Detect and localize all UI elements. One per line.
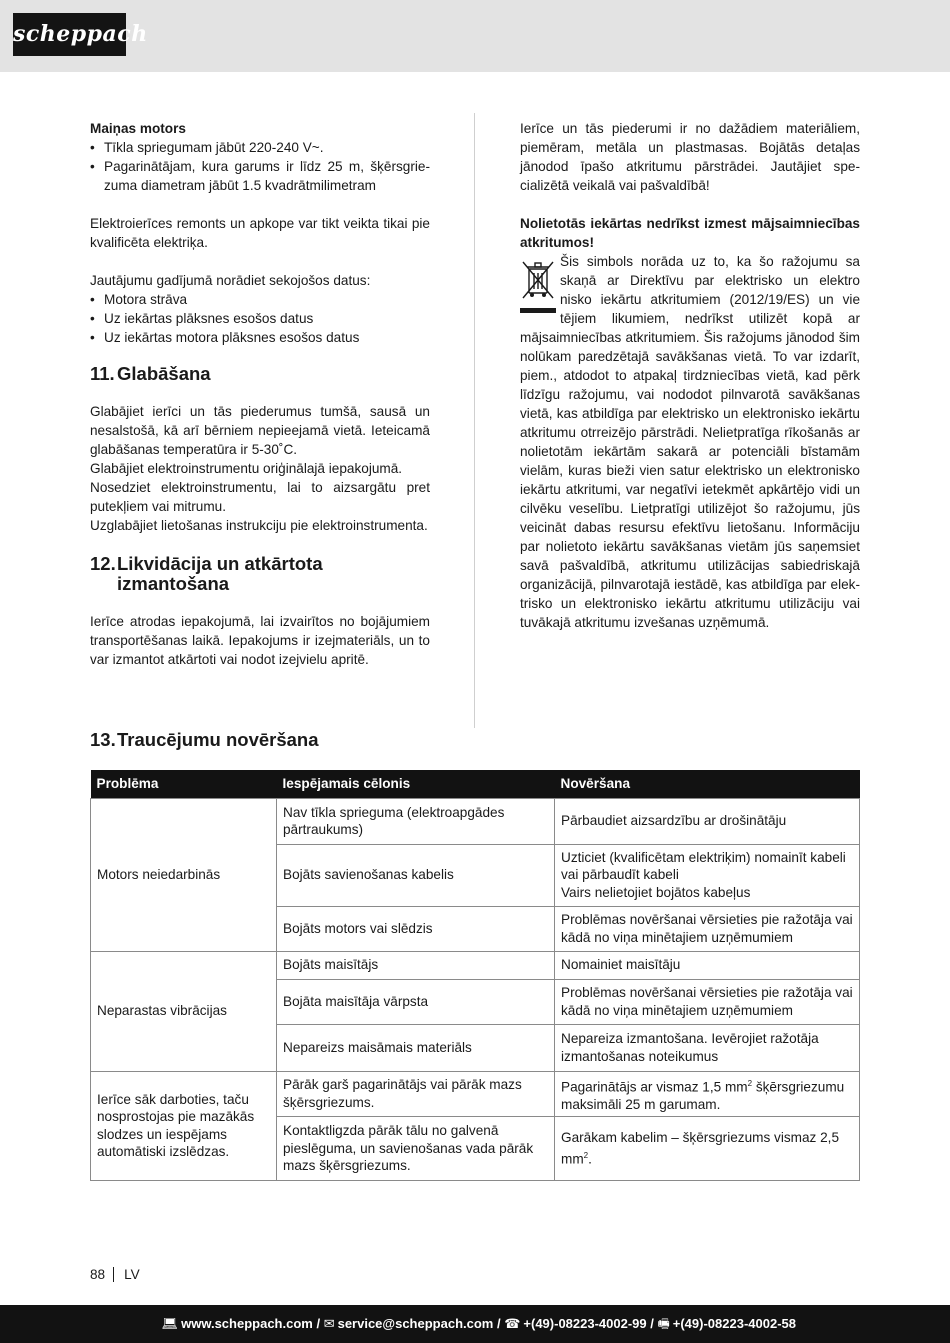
fax-number: +(49)-08223-4002-58	[672, 1316, 796, 1331]
list-item: • Uz iekārtas motora plāksnes esošos datus	[90, 328, 430, 347]
section-12-heading	[90, 554, 430, 594]
fix-text-tail: šķērsgriezumu maksimāli 25 m garumam.	[561, 1079, 845, 1112]
page-number: 88	[90, 1267, 106, 1282]
weee-line: skaņā ar Direktīvu par elektrisko un elektro	[560, 273, 860, 288]
column-divider	[474, 113, 475, 728]
list-item: • Uz iekārtas plāksnes esošos datus	[90, 309, 430, 328]
right-column	[520, 119, 860, 632]
computer-icon: 💻︎	[161, 1316, 179, 1331]
problem-cell: Motors neiedarbinās	[91, 798, 277, 951]
motor-heading: Maiņas motors	[90, 121, 186, 136]
phone-number: +(49)-08223-4002-99	[523, 1316, 647, 1331]
section-title: Likvidācija un atkārtota izmantošana	[117, 553, 323, 594]
page-footer	[90, 1265, 140, 1284]
fix-cell: Uzticiet (kvalificētam elektriķim) nomainīt kabeli vai pārbaudīt kabeli Vairs nelietojiet bojātos kabeļus	[555, 844, 860, 906]
cause-cell: Bojāta maisītāja vārpsta	[277, 979, 555, 1024]
separator: /	[312, 1316, 324, 1331]
fix-text-tail: .	[588, 1151, 592, 1167]
fax-icon: 🖷︎	[657, 1316, 670, 1331]
questions-intro: Jautājumu gadījumā norādiet sekojošos datus:	[90, 273, 371, 288]
cause-cell: Nav tīkla sprieguma (elektroapgādes pārtraukums)	[277, 798, 555, 844]
cause-cell: Bojāts savienošanas kabelis	[277, 844, 555, 906]
cause-cell: Bojāts motors vai slēdzis	[277, 906, 555, 951]
materials-paragraph: Ierīce un tās piederumi ir no dažādiem materiāliem, piemēram, metāla un plastmasas. Bojātās detaļas jānodod īpašo atkritumu pārstrādei. Jautājiet specializētā veikalā vai pašvaldībā!	[520, 121, 860, 193]
fix-cell	[555, 1071, 860, 1117]
storage-paragraph: Glabājiet ierīci un tās piederumus tumšā, sausā un nesalstošā, kā arī bērniem nepieejamā vietā. Ieteicamā glabāšanas temperatūra ir 5-30˚C.	[90, 404, 430, 457]
table-header-row	[91, 770, 860, 798]
separator: /	[493, 1316, 505, 1331]
motor-list	[90, 138, 430, 195]
problem-cell: Ierīce sāk darboties, taču nosprostojas pie mazākās slodzes un iespējams automātiski izslēdzas.	[91, 1071, 277, 1181]
fix-cell: Problēmas novēršanai vērsieties pie ražotāja vai kādā no viņa minētajiem uzņēmumiem	[555, 979, 860, 1024]
contact-bar	[0, 1305, 950, 1343]
list-item: • Pagarinātājam, kura garums ir līdz 25 m, šķērsgriezuma diametram jābūt 1.5 kvadrātmilimetram	[90, 157, 430, 195]
storage-text	[90, 402, 430, 535]
email-link[interactable]: service@scheppach.com	[337, 1316, 494, 1331]
separator: /	[646, 1316, 658, 1331]
column-header: Iespējamais cēlonis	[277, 770, 555, 798]
fix-cell: Problēmas novēršanai vērsieties pie ražotāja vai kādā no viņa minētajiem uzņēmumiem	[555, 906, 860, 951]
troubleshooting-table	[90, 770, 860, 1181]
table-row	[91, 1071, 860, 1117]
questions-list	[90, 290, 430, 347]
weee-block	[520, 252, 860, 632]
disposal-paragraph: Ierīce atrodas iepakojumā, lai izvairītos no bojājumiem transportēšanas laikā. Iepakojums ir izejmateriāls, un to var izmantot atkārtoti vai nodot izejvielu apritē.	[90, 614, 430, 667]
problem-cell: Neparastas vibrācijas	[91, 951, 277, 1071]
brand-logo: scheppach	[13, 13, 126, 56]
left-column	[90, 119, 430, 669]
footer-divider	[113, 1267, 114, 1282]
cause-cell: Bojāts maisītājs	[277, 951, 555, 979]
phone-icon: ☎︎	[504, 1316, 521, 1331]
fix-cell: Nomainiet maisītāju	[555, 951, 860, 979]
fix-cell: Nepareiza izmantošana. Ievērojiet ražotāja izmantošanas noteikumus	[555, 1024, 860, 1071]
fix-cell: Pārbaudiet aizsardzību ar drošinātāju	[555, 798, 860, 844]
cause-cell: Pārāk garš pagarinātājs vai pārāk mazs šķērsgriezums.	[277, 1071, 555, 1117]
section-title: Traucējumu novēršana	[117, 729, 319, 750]
section-13-heading	[90, 730, 319, 750]
fix-text: Pagarinātājs ar vismaz 1,5 mm	[561, 1079, 748, 1095]
weee-line: Šis simbols norāda uz to, ka šo ražojumu sa	[560, 254, 860, 269]
cause-cell: Kontaktligzda pārāk tālu no galvenā pieslēguma, un savienošanas vada pārāk mazs šķērsgriezums.	[277, 1117, 555, 1181]
column-header: Problēma	[91, 770, 277, 798]
storage-paragraph: Glabājiet elektroinstrumentu oriģinālajā iepakojumā.	[90, 461, 403, 476]
section-number: 11.	[90, 363, 115, 384]
language-code: LV	[124, 1267, 140, 1282]
section-number: 13.	[90, 729, 116, 750]
table-row	[91, 951, 860, 979]
storage-paragraph: Nosedziet elektroinstrumentu, lai to aizsargātu pret putekļiem vai mitrumu.	[90, 480, 430, 514]
storage-paragraph: Uzglabājiet lietošanas instrukciju pie elektroinstrumenta.	[90, 518, 428, 533]
superscript: 2	[583, 1150, 589, 1160]
column-header: Novēršana	[555, 770, 860, 798]
mail-icon: ✉︎	[323, 1316, 335, 1331]
cause-cell: Nepareizs maisāmais materiāls	[277, 1024, 555, 1071]
weee-line: tējiem likumiem, nedrīkst utilizēt kopā ar	[560, 311, 860, 326]
superscript: 2	[747, 1078, 753, 1088]
repairs-paragraph: Elektroierīces remonts un apkope var tikt veikta tikai pie kvalificēta elektriķa.	[90, 216, 430, 250]
section-number: 12.	[90, 553, 116, 574]
table-row	[91, 798, 860, 844]
weee-wrapped-text	[520, 252, 860, 328]
fix-text: Garākam kabelim – šķērsgriezums vismaz 2,5 mm	[561, 1130, 840, 1167]
header-bar	[0, 0, 950, 72]
list-item: • Motora strāva	[90, 290, 430, 309]
website-link[interactable]: www.scheppach.com	[181, 1316, 313, 1331]
list-item: • Tīkla spriegumam jābūt 220-240 V~.	[90, 138, 430, 157]
warning-heading: Nolietotās iekārtas nedrīkst izmest mājsaimniecības atkritumos!	[520, 216, 860, 250]
weee-paragraph: mājsaimniecības atkritumiem. Šis ražojums jānodod šim nolūkam paredzētajā savākšanas vietā. To var izdarīt, piem., atdodot to atpakaļ tirdzniecības vietā, kad pērk līdzīgu ražojumu, vai nododot pilnvarotā savākšanas vietā, kas atbildīga par elektrisko un elektronisko iekārtu atkritumu otrreizējo pārstrādi. Nelietpratīga rīkošanās ar nolietotām iekārtām sakarā ar potenciāli bīstamām vielām, kuras bieži vien satur elektrisko un elektronisko iekārtu atkritumi, var negatīvi ietekmēt apkārtējo vidi un cilvēku veselību. Lietpratīgi utilizējot šo ražojumu, jūs veicināt dabas resursu efektīvu lietošanu. Informāciju par nolietoto iekārtu savākšanas vietām jūs saņemsiet savā pašvaldībā, atkritumu utilizācijas sabiedriskajā organizācijā, pilnvarotajā iestādē, kas atbildīga par elektrisko un elektronisko iekārtu atkritumu utilizāciju vai tuvākajā atkritumu izvešanas uzņēmumā.	[520, 330, 860, 630]
section-title: Glabāšana	[117, 363, 211, 384]
crossed-bin-icon	[520, 258, 556, 314]
section-11-heading	[90, 364, 430, 384]
fix-cell	[555, 1117, 860, 1181]
weee-line: nisko iekārtu atkritumiem (2012/19/ES) un vie	[560, 292, 860, 307]
